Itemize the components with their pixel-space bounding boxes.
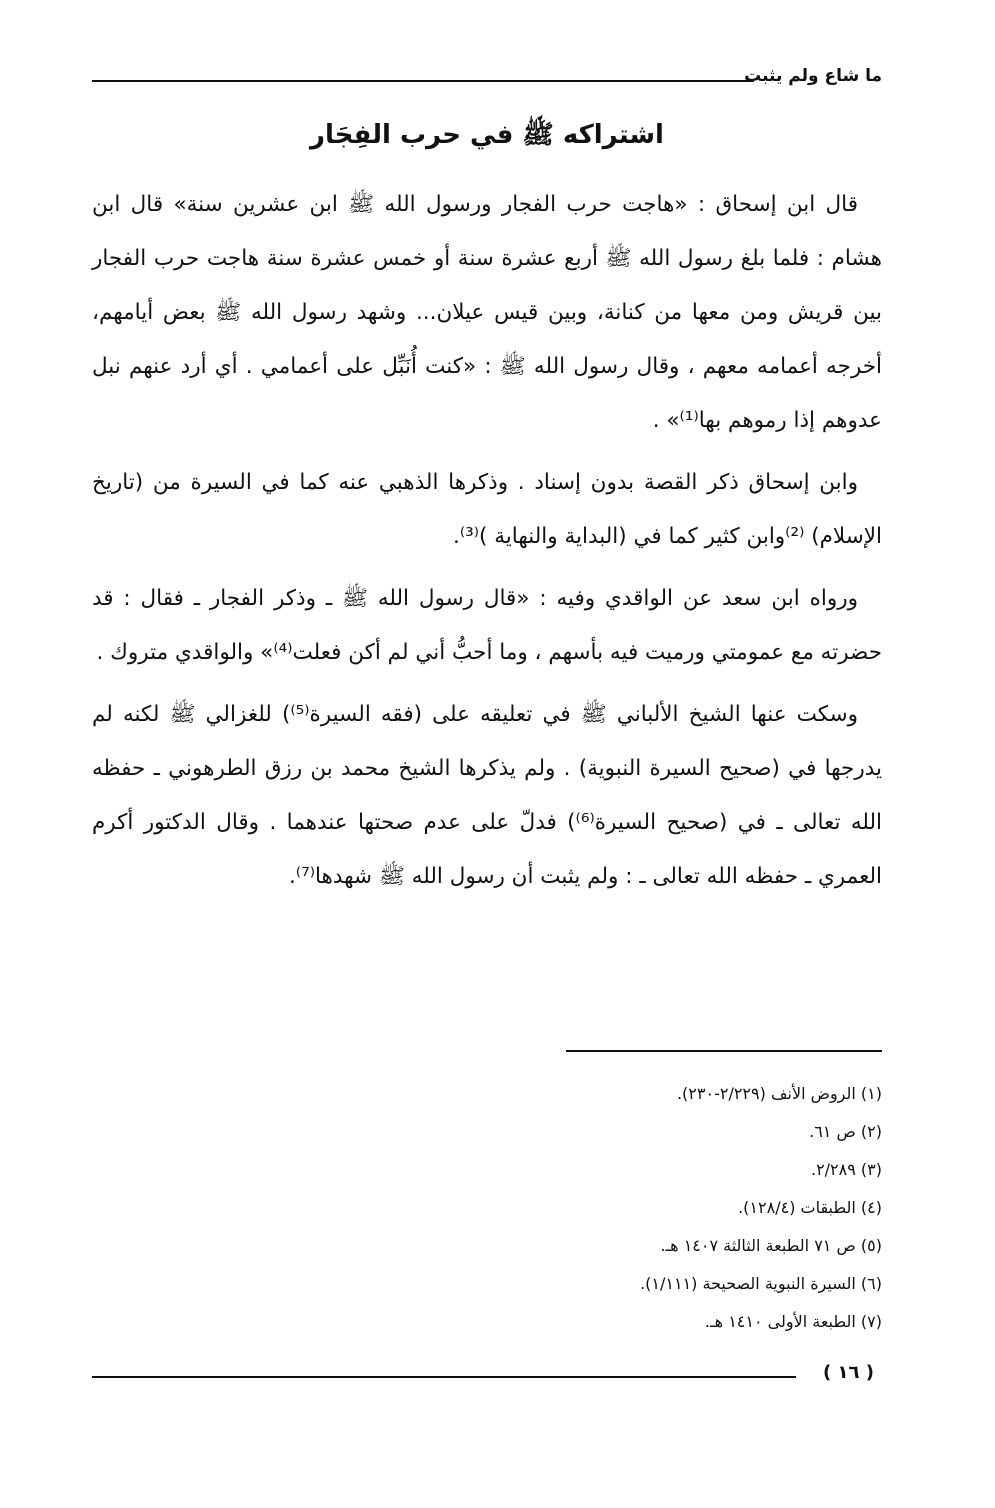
header-rule bbox=[92, 80, 754, 82]
paragraph: وسكت عنها الشيخ الألباني ﷺ في تعليقه على (فقه السيرة⁽⁵⁾) للغزالي ﷺ لكنه لم يدرجها في (صحيح السيرة النبوية) . ولم يذكرها الشيخ محمد بن رزق الطرهوني ـ حفظه الله تعالى ـ في (صحيح السيرة⁽⁶⁾) فدلّ على عدم صحتها عندهما . وقال الدكتور أكرم العمري ـ حفظه الله تعالى ـ : ولم يثبت أن رسول الله ﷺ شهدها⁽⁷⁾. bbox=[92, 702, 883, 889]
footnotes bbox=[92, 1075, 882, 1341]
footnote: (٣) ٢/٢٨٩. bbox=[810, 1160, 882, 1179]
paragraph: وابن إسحاق ذكر القصة بدون إسناد . وذكرها الذهبي عنه كما في السيرة من (تاريخ الإسلام) ⁽²⁾وابن كثير كما في (البداية والنهاية )⁽³⁾. bbox=[92, 470, 882, 549]
paragraph: ورواه ابن سعد عن الواقدي وفيه : «قال رسول الله ﷺ ـ وذكر الفجار ـ فقال : قد حضرته مع عمومتي ورميت فيه بأسهم ، وما أحبُّ أني لم أكن فعلت⁽⁴⁾» والواقدي متروك . bbox=[92, 586, 882, 665]
paragraph: قال ابن إسحاق : «هاجت حرب الفجار ورسول الله ﷺ ابن عشرين سنة» قال ابن هشام : فلما بلغ رسول الله ﷺ أربع عشرة سنة أو خمس عشرة سنة هاجت حرب الفجار بين قريش ومن معها من كنانة، وبين قيس عيلان... وشهد رسول الله ﷺ بعض أيامهم، أخرجه أعمامه معهم ، وقال رسول الله ﷺ : «كنت أُنَبِّل على أعمامي . أي أرد عنهم نبل عدوهم إذا رموهم بها⁽¹⁾» . bbox=[92, 192, 882, 433]
section-heading: اشتراكه ﷺ في حرب الفِجَار bbox=[310, 120, 664, 150]
footnote: (٤) الطبقات (١٢٨/٤). bbox=[738, 1198, 882, 1217]
running-header bbox=[92, 64, 882, 94]
footnote: (٢) ص ٦١. bbox=[809, 1122, 882, 1141]
footnote: (١) الروض الأنف (٢/٢٢٩-٢٣٠). bbox=[676, 1084, 882, 1103]
footnote: (٥) ص ٧١ الطبعة الثالثة ١٤٠٧ هـ. bbox=[660, 1236, 882, 1255]
footnote: (٧) الطبعة الأولى ١٤١٠ هـ. bbox=[704, 1312, 882, 1331]
footnote-separator bbox=[566, 1050, 882, 1052]
body-text bbox=[92, 178, 882, 904]
footnote: (٦) السيرة النبوية الصحيحة (١/١١١). bbox=[640, 1274, 882, 1293]
running-title: ما شاع ولم يثبت bbox=[744, 66, 882, 86]
footer-rule bbox=[92, 1376, 796, 1378]
page-number: ( ١٦ ) bbox=[823, 1362, 874, 1383]
page-footer bbox=[92, 1360, 882, 1394]
